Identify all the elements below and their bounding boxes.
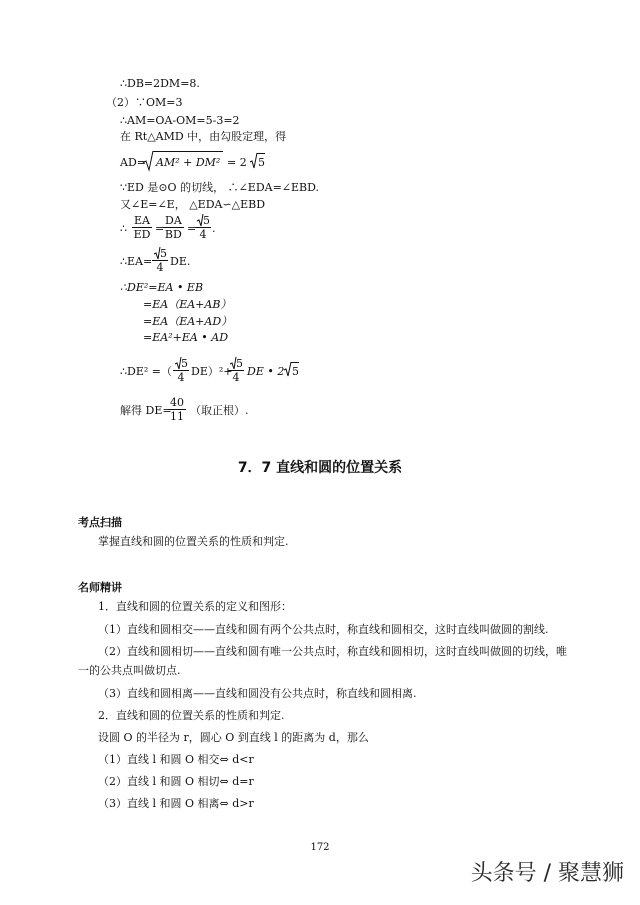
result-suffix: （取正根）. — [190, 404, 249, 417]
denominator: ED — [133, 228, 151, 241]
ad-lhs: AD= — [120, 156, 146, 169]
radical-sign — [229, 356, 237, 370]
numerator: 40 — [170, 396, 184, 409]
mingshi-heading: 名师精讲 — [78, 581, 122, 594]
mingshi-para-2: （1）直线和圆相交——直线和圆有两个公共点时，称直线和圆相交，这时直线叫做圆的割线. — [98, 623, 549, 636]
numerator: DA — [165, 214, 182, 227]
fraction-da-bd — [163, 214, 184, 241]
denominator: 4 — [177, 371, 185, 384]
ad-radicand: AM² + DM² — [156, 156, 221, 169]
ratio-end: . — [212, 222, 216, 235]
solution-line-pythagoras: 在 Rt△AMD 中，由勾股定理，得 — [120, 130, 287, 143]
solution-step-3: =EA²+EA • AD — [143, 331, 229, 344]
mingshi-para-4: （3）直线和圆相离——直线和圆没有公共点时，称直线和圆相离. — [98, 687, 417, 700]
page-number: 172 — [310, 842, 330, 853]
equals: = — [155, 222, 165, 235]
ea-prefix: ∴EA= — [120, 255, 153, 268]
section-title: 7．7 直线和圆的位置关系 — [237, 460, 403, 476]
numerator: 5 — [173, 357, 189, 371]
ratio-prefix: ∴ — [120, 222, 127, 235]
fraction-40-11 — [168, 396, 186, 423]
final-end: DE • 2 — [247, 365, 285, 378]
numerator: 5 — [228, 357, 244, 371]
watermark: 头条号 / 聚慧狮 — [470, 861, 624, 886]
equals: = — [187, 222, 197, 235]
fraction-ea-ed — [132, 214, 152, 241]
numerator: 5 — [152, 247, 168, 261]
condition-separate: （3）直线 l 和圆 O 相离⇔ d>r — [98, 797, 254, 810]
mingshi-para-5: 2．直线和圆的位置关系的性质和判定. — [98, 709, 285, 722]
radical-bar — [291, 362, 299, 363]
solution-step-1: =EA（EA+AB） — [143, 298, 232, 311]
denominator: 4 — [232, 371, 240, 384]
mingshi-para-6: 设圆 O 的半径为 r，圆心 O 到直线 l 的距离为 d，那么 — [98, 731, 369, 744]
solution-line-db: ∴DB=2DM=8. — [120, 77, 200, 90]
ad-root5: 5 — [258, 156, 265, 169]
numerator: 5 — [195, 214, 211, 228]
denominator: BD — [164, 228, 182, 241]
condition-intersect: （1）直线 l 和圆 O 相交⇔ d<r — [98, 753, 254, 766]
solution-step-2: =EA（EA+AD） — [143, 315, 233, 328]
solution-line-om: （2）∵OM=3 — [106, 96, 183, 109]
numerator: EA — [134, 214, 150, 227]
radical-sign — [196, 213, 204, 227]
radical-sign — [142, 150, 154, 172]
solution-line-similar: 又∠E=∠E， △EDA∽△EBD — [120, 198, 266, 211]
kaodian-text: 掌握直线和圆的位置关系的性质和判定. — [98, 535, 289, 548]
radical-bar — [153, 151, 223, 152]
result-prefix: 解得 DE= — [120, 404, 172, 417]
mingshi-para-1: 1．直线和圆的位置关系的定义和图形： — [98, 600, 292, 613]
denominator: 4 — [156, 261, 164, 274]
radical-bar — [257, 153, 265, 154]
ad-eq: = 2 — [227, 156, 247, 169]
condition-tangent: （2）直线 l 和圆 O 相切⇔ d=r — [98, 775, 254, 788]
radical-sign — [174, 356, 182, 370]
denominator: 4 — [199, 228, 207, 241]
radical-sign — [283, 361, 292, 377]
final-mid: DE）²+ — [191, 365, 233, 378]
radical-sign — [249, 152, 258, 170]
solution-line-tangent: ∵ED 是⊙O 的切线， ∴∠EDA=∠EBD. — [120, 181, 320, 194]
ea-suffix: DE. — [170, 255, 191, 268]
radical-sign — [153, 246, 161, 260]
final-prefix: ∴DE² =（ — [120, 365, 172, 378]
solution-line-am: ∴AM=OA-OM=5-3=2 — [120, 114, 240, 127]
denominator: 11 — [170, 410, 184, 423]
kaodian-heading: 考点扫描 — [78, 516, 122, 529]
mingshi-para-3b: 一的公共点叫做切点. — [78, 664, 181, 677]
solution-line-de2: ∴DE²=EA • EB — [120, 281, 204, 294]
mingshi-para-3a: （2）直线和圆相切——直线和圆有唯一公共点时，称直线和圆相切，这时直线叫做圆的切线，唯 — [98, 645, 567, 658]
final-root5: 5 — [292, 365, 299, 378]
